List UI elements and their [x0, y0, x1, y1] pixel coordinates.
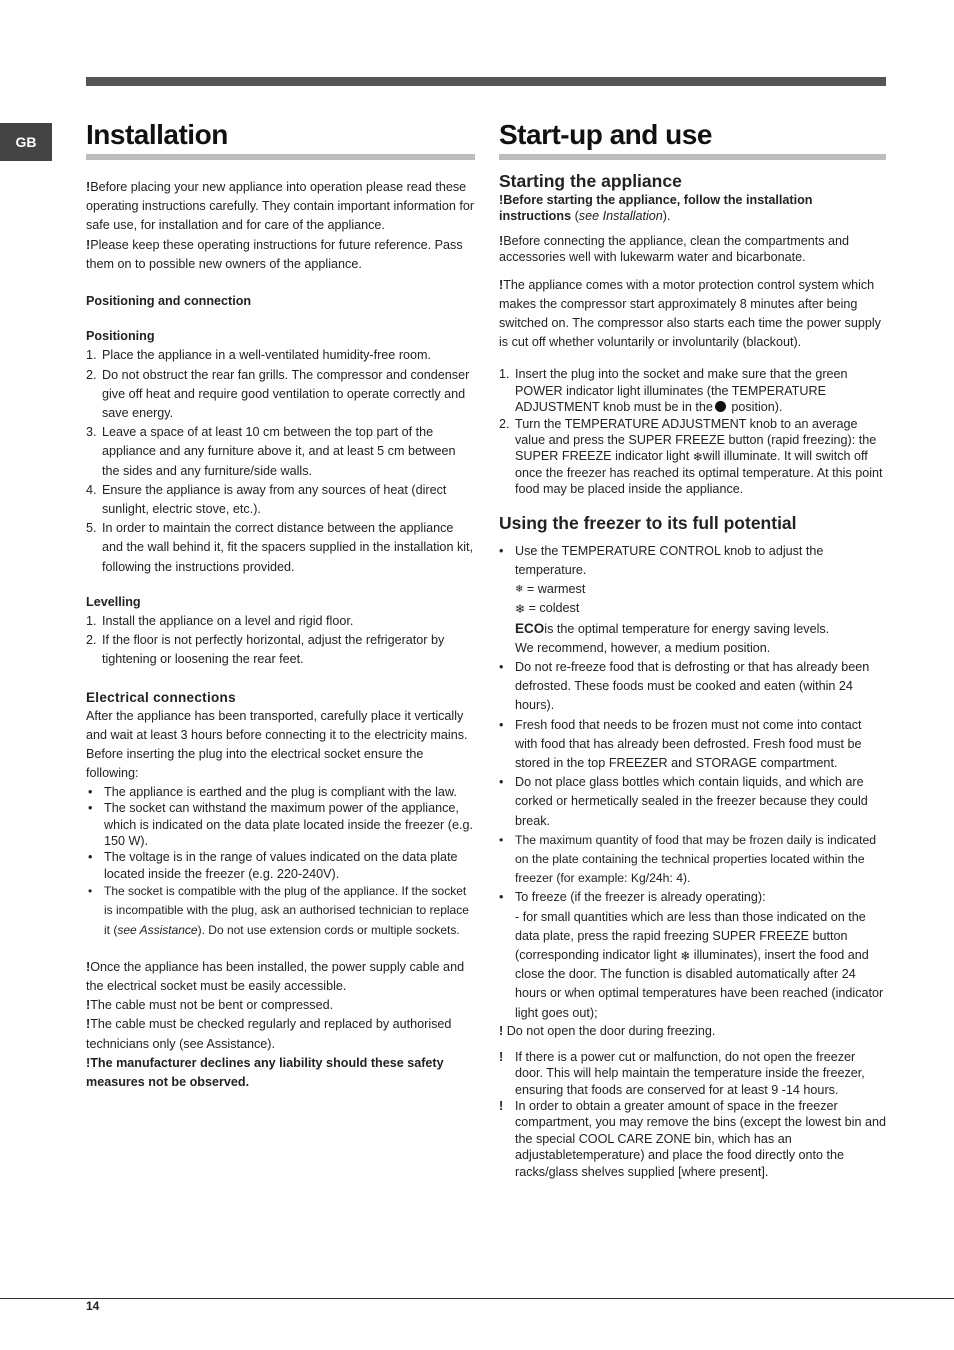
- freezer-heading: Using the freezer to its full potential: [499, 512, 797, 533]
- levelling-heading: Levelling: [86, 594, 141, 609]
- list-item: • The maximum quantity of food that may be frozen daily is indicated on the plate containing the technical properties located within the freezer (for example: Kg/24h: 4).: [499, 832, 877, 886]
- off-dot-icon: [715, 401, 726, 412]
- footer-rule: [0, 1298, 954, 1299]
- list-item: • To freeze (if the freezer is already operating): - for small quantities which are less than those indicated on the data plate, press the rapid freezing SUPER FREEZE button (corresponding indicator light ❄ illuminates), insert the food and close the door. The function is disabled automatically after 24 hours or when optimal temperatures have been reached (indicator light goes out);: [499, 890, 884, 1020]
- list-item: • Use the TEMPERATURE CONTROL knob to adjust the temperature. ❄ = warmest ❄ = coldest ECOis the optimal temperature for energy saving levels. We recommend, however, a medium position.: [499, 542, 886, 658]
- liability-warning: !The manufacturer declines any liability should these safety measures not be observed.: [86, 1055, 444, 1089]
- top-bar: [86, 77, 886, 86]
- installation-title: Installation: [86, 119, 228, 150]
- list-item: • Fresh food that needs to be frozen must not come into contact with food that has already been defrosted. Fresh food must be stored in the top FREEZER and STORAGE compartment.: [499, 717, 862, 770]
- eco-recommend: We recommend, however, a medium position.: [515, 640, 771, 655]
- electrical-intro: After the appliance has been transported, carefully place it vertically and wait at least 3 hours before connecting it to the electricity mains. Before inserting the plug into the electrical socket ensure the following:: [86, 708, 468, 781]
- warning-3: !The cable must be checked regularly and replaced by authorised technicians only (see Assistance).: [86, 1017, 452, 1051]
- positioning-list: [86, 346, 475, 576]
- installation-column: [86, 116, 475, 1092]
- starting-heading: Starting the appliance: [499, 171, 682, 191]
- list-item: ! In order to obtain a greater amount of space in the freezer compartment, you may remove the bins (except the lowest bin and the special COOL CARE ZONE bin, which has an adjustabletemperature) and place the food directly onto the racks/glass shelves supplied [where present].: [499, 1098, 886, 1179]
- list-item: 5. In order to maintain the correct distance between the appliance and the wall behind it, fit the spacers supplied in the installation kit, following the instructions provided.: [86, 521, 474, 574]
- step-2: 2. Turn the TEMPERATURE ADJUSTMENT knob to an average value and press the SUPER FREEZE button (rapid freezing): the SUPER FREEZE indicator light ❄will illuminate. It will switch off once the freezer has reached its optimal temperature. At this point food may be placed inside the appliance.: [499, 416, 883, 497]
- power-notes: [499, 1049, 886, 1180]
- coldest-row: ❄ = coldest: [515, 601, 580, 616]
- list-item: • Do not re-freeze food that is defrosting or that has already been defrosted. These foods must be cooked and eaten (within 24 hours).: [499, 659, 870, 713]
- coldest-snowflake-icon: ❄: [515, 601, 526, 616]
- door-note: ! Do not open the door during freezing.: [499, 1023, 716, 1038]
- snowflake-icon: ❄: [692, 450, 703, 465]
- startup-steps: [499, 366, 886, 497]
- list-item: • The socket is compatible with the plug of the appliance. If the socket is incompatible with the plug, ask an authorised technician to replace it (see Assistance). Do not use extension cords or multiple sockets.: [88, 884, 469, 937]
- eco-row: ECOis the optimal temperature for energy saving levels.: [515, 620, 830, 636]
- page-number: 14: [86, 1299, 100, 1313]
- intro-paragraph-2: !Please keep these operating instructions for future reference. Pass them on to possible new owners of the appliance.: [86, 237, 463, 271]
- warmest-row: ❄ = warmest: [515, 582, 586, 597]
- list-item: • Do not place glass bottles which contain liquids, and which are corked or hermetically sealed in the freezer because they could break.: [499, 775, 868, 828]
- list-item: • The socket can withstand the maximum power of the appliance, which is indicated on the data plate located inside the freezer (e.g. 150 W).: [88, 801, 473, 848]
- electrical-heading: Electrical connections: [86, 689, 236, 705]
- step-1: 1. Insert the plug into the socket and make sure that the green POWER indicator light illuminates (the TEMPERATURE ADJUSTMENT knob must be in the position).: [499, 367, 848, 415]
- list-item: 3. Leave a space of at least 10 cm between the top part of the appliance and any furniture above it, and at least 5 cm between the sides and any furniture/side walls.: [86, 425, 456, 478]
- warning-1: !Once the appliance has been installed, the power supply cable and the electrical socket must be easily accessible.: [86, 959, 465, 993]
- list-item: 1. Place the appliance in a well-ventilated humidity-free room.: [86, 348, 432, 363]
- positioning-connection-heading: Positioning and connection: [86, 294, 252, 309]
- freezer-list: [499, 542, 886, 1023]
- intro-paragraph-1: !Before placing your new appliance into operation please read these operating instructions carefully. They contain important information for safe use, for installation and for care of the appliance.: [86, 180, 475, 233]
- positioning-heading: Positioning: [86, 329, 155, 344]
- list-item: 2. Do not obstruct the rear fan grills. The compressor and condenser give off heat and require good ventilation to operate correctly and save energy.: [86, 367, 470, 421]
- warmest-snowflake-icon: ❄: [515, 583, 524, 595]
- list-item: 1. Install the appliance on a level and rigid floor.: [86, 614, 354, 629]
- start-note: !Before starting the appliance, follow the installation instructions (see Installation).: [499, 193, 813, 224]
- clean-note: !Before connecting the appliance, clean the compartments and accessories well with lukewarm water and bicarbonate.: [499, 233, 850, 265]
- startup-title: Start-up and use: [499, 119, 712, 150]
- language-tab: GB: [0, 123, 52, 161]
- snowflake-icon: ❄: [680, 948, 691, 963]
- list-item: • The appliance is earthed and the plug is compliant with the law.: [88, 784, 457, 799]
- list-item: ! If there is a power cut or malfunction, do not open the freezer door. This will help maintain the temperature inside the freezer, ensuring that foods are conserved for at least 9 -14 hours.: [499, 1049, 865, 1097]
- list-item: • The voltage is in the range of values indicated on the data plate located inside the freezer (e.g. 220-240V).: [88, 850, 458, 881]
- list-item: 2. If the floor is not perfectly horizontal, adjust the refrigerator by tightening or loosening the rear feet.: [86, 633, 445, 667]
- electrical-list: [86, 784, 475, 940]
- warning-2: !The cable must not be bent or compressed.: [86, 998, 334, 1013]
- motor-note: !The appliance comes with a motor protection control system which makes the compressor start approximately 8 minutes after being switched on. The compressor also starts each time the power supply is cut off whether voluntarily or involuntarily (blackout).: [499, 277, 881, 350]
- levelling-list: [86, 612, 475, 670]
- startup-column: [499, 116, 886, 1180]
- list-item: 4. Ensure the appliance is away from any sources of heat (direct sunlight, electric stove, etc.).: [86, 482, 447, 517]
